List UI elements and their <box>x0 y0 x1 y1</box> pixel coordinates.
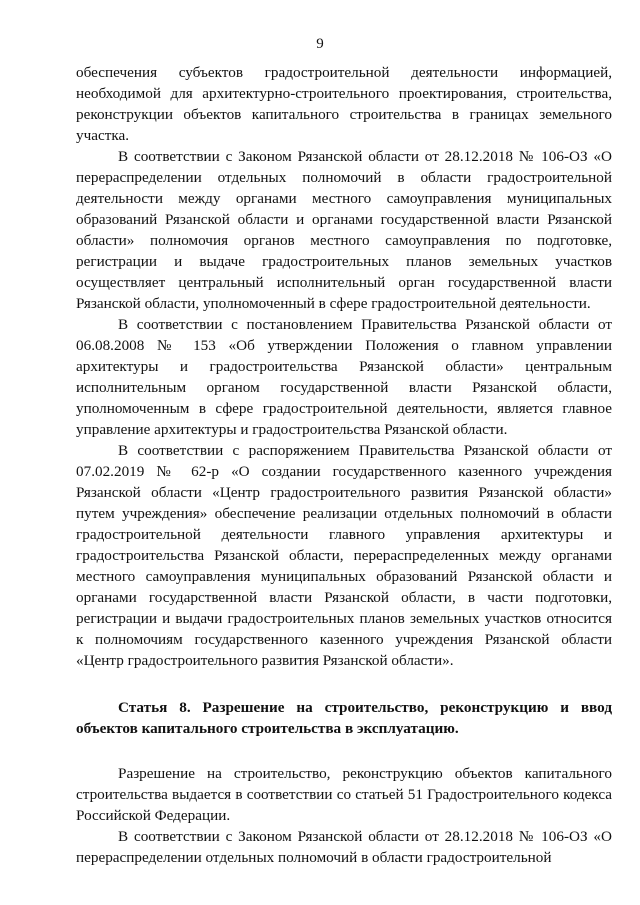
paragraph-order-62r: В соответствии с распоряжением Правительства Рязанской области от 07.02.2019 № 62-р «О создании государственного казенного учреждения Рязанской области «Центр градостроительного развития Рязанской области» путем учреждения» обеспечение реализации отдельных полномочий в области градостроительной деятельности главного управления архитектуры и градостроительства Рязанской области, перераспределенных между органами местного самоуправления муниципальных образований Рязанской области и органами государственной власти Рязанской области, в части подготовки, регистрации и выдачи градостроительных планов земельных участков относится к полномочиям государственного казенного учреждения Рязанской области «Центр градостроительного развития Рязанской области». <box>76 442 612 669</box>
page-number: 9 <box>316 36 324 52</box>
paragraph-law-106-oz-repeat: В соответствии с Законом Рязанской области от 28.12.2018 № 106-ОЗ «О перераспределении отдельных полномочий в области градостроительной <box>76 828 612 866</box>
paragraph-building-permit: Разрешение на строительство, реконструкцию объектов капитального строительства выдается в соответствии со статьей 51 Градостроительного кодекса Российской Федерации. <box>76 765 612 824</box>
paragraph-law-106-oz: В соответствии с Законом Рязанской области от 28.12.2018 № 106-ОЗ «О перераспределении отдельных полномочий в области градостроительной деятельности между органами местного самоуправления муниципальных образований Рязанской области и органами государственной власти Рязанской области» полномочия органов местного самоуправления по подготовке, регистрации и выдаче градостроительных планов земельных участков осуществляет центральный исполнительный орган государственной власти Рязанской области, уполномоченный в сфере градостроительной деятельности. <box>76 148 612 312</box>
article-8-heading: Статья 8. Разрешение на строительство, реконструкцию и ввод объектов капитального строительства в эксплуатацию. <box>76 699 612 737</box>
paragraph-resolution-153: В соответствии с постановлением Правительства Рязанской области от 06.08.2008 № 153 «Об утверждении Положения о главном управлении архитектуры и градостроительства Рязанской области» центральным исполнительным органом государственной власти Рязанской области, уполномоченным в сфере градостроительной деятельности, является главное управление архитектуры и градостроительства Рязанской области. <box>76 316 612 438</box>
paragraph-continuation: обеспечения субъектов градостроительной деятельности информацией, необходимой для архитектурно-строительного проектирования, строительства, реконструкции объектов капитального строительства в границах земельного участка. <box>76 64 612 144</box>
document-body <box>76 62 612 868</box>
